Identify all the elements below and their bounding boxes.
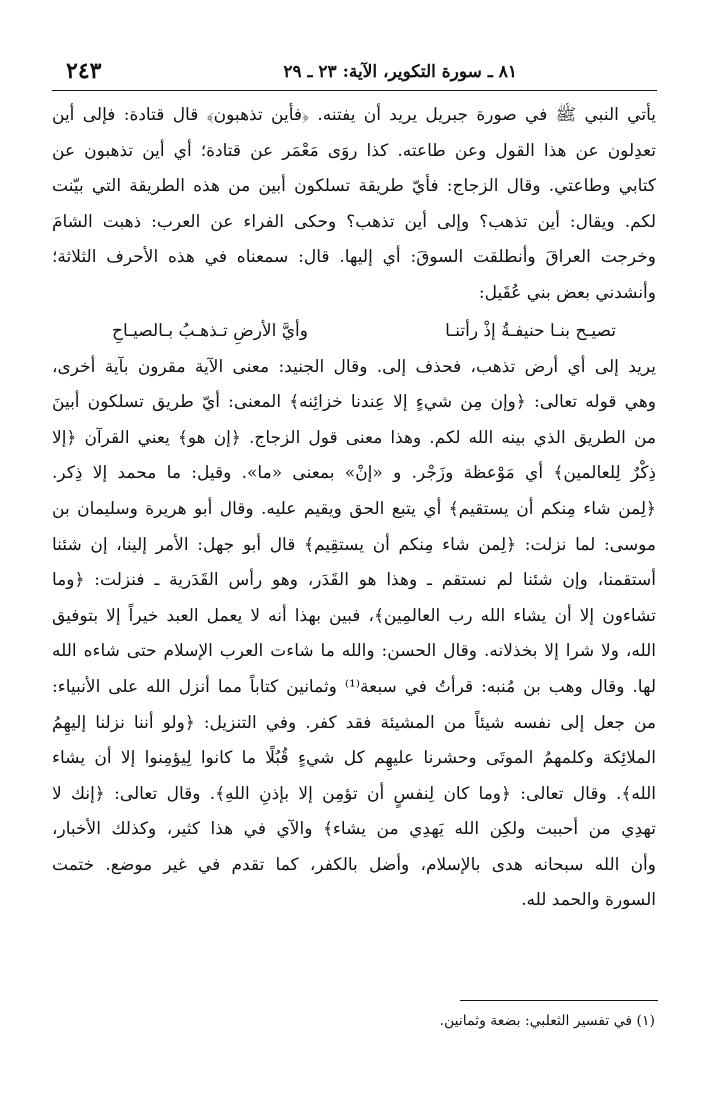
- footnote-separator: [460, 1000, 658, 1001]
- text-line: يأتي النبي ﷺ في صورة جبريل يريد أن يفتنه. ﴿فأين تذهبون﴾ قال قتادة: فإلى أين: [52, 105, 656, 125]
- text-line: الملائِكة وكلمهمُ الموتَى وحشرنا عليهِم كل شيءٍ قُبُلًا ما كانوا لِيؤمِنوا إلا أن يشاء: [52, 748, 656, 769]
- running-title: ٨١ ـ سورة التكوير، الآية: ٢٣ ـ ٢٩: [283, 62, 517, 82]
- footnote: (١) في تفسير الثعلبي: بضعة وثمانين.: [439, 1013, 655, 1029]
- text-line: موسى: لما نزلت: ﴿لِمن شاء مِنكم أن يستقِيم﴾ قال أبو جهل: الأمر إلينا، إن شئنا: [52, 534, 656, 555]
- main-text: [52, 98, 656, 919]
- text-line: ﴿لِمن شاء مِنكم أن يستقيم﴾ أي يتبع الحق ويقيم عليه. وقال أبو هريرة وسليمان بن: [52, 498, 656, 519]
- text-line: لكم. ويقال: أين تذهب؟ وإلى أين تذهب؟ وحكى الفراء عن العرب: ذهبت الشامَ: [52, 211, 656, 232]
- text-line: من الطريق الذي بينه الله لكم. وهذا معنى قول الزجاج. ﴿إن هو﴾ يعني القرآن ﴿إلا: [52, 427, 656, 448]
- text-line: لها. وقال وهب بن مُنبه: قرأتُ في سبعة⁽¹⁾ وثمانين كتاباً مما أنزل الله على الأنبياء:: [52, 676, 656, 697]
- text-line: ذِكْرٌ لِلعالمين﴾ أي مَوْعظة وزَجْر. و «إنْ» بمعنى «ما». وقيل: ما محمد إلا ذِكر.: [52, 463, 656, 484]
- text-line: وأنشدني بعض بني عُقَيل:: [478, 282, 656, 303]
- text-line: تعدِلون عن هذا القول وعن طاعته. كذا روَى مَعْمَر عن قتادة؛ أي أين تذهبون عن: [52, 140, 656, 161]
- text-line: أستقمنا، وإن شئنا لم نستقم ـ وهذا هو القَدَر، وهو رأس القَدَرية ـ فنزلت: ﴿وما: [52, 570, 656, 591]
- page-header: [52, 58, 657, 91]
- poetry-verse: [52, 312, 656, 350]
- text-line: تشاءون إلا أن يشاء الله رب العالمِين﴾، فبين بهذا أنه لا يعمل العبد خيراً إلا بتوفيق: [52, 605, 656, 626]
- text-line: يريد إلى أي أرض تذهب، فحذف إلى. وقال الجنيد: معنى الآية مقرون بآية أخرى،: [52, 356, 656, 377]
- text-line: وأن الله سبحانه هدى بالإسلام، وأضل بالكفر، كما تقدم في غير موضع. ختمت: [52, 854, 656, 875]
- text-line: وهي قوله تعالى: ﴿وإن مِن شيءٍ إلا عِندنا خزائِنه﴾ المعنى: أيّ طريق تسلكون أبينَ: [52, 392, 656, 413]
- verse-second-hemistich: وأيَّ الأرضِ تـذهـبُ بـالصيـاحِ: [112, 320, 308, 341]
- text-line: وخرجت العراقَ وأنطلقت السوقَ: أي إليها. قال: سمعناه في هذه الأحرف الثلاثة؛: [52, 247, 656, 268]
- text-line: الله، ولا شرا إلا بخذلانه. وقال الحسن: والله ما شاءت العرب الإسلام حتى شاءه الله: [52, 641, 656, 662]
- text-line: السورة والحمد لله.: [521, 890, 656, 911]
- text-line: من جعل إلى نفسه شيئاً من المشيئة فقد كفر. وفي التنزيل: ﴿ولو أننا نزلنا إليهِمُ: [52, 712, 656, 733]
- page-number: ٢٤٣: [66, 58, 102, 84]
- text-line: تهدِي من أحببت ولكِن الله يَهدِي من يشاء﴾ والآي في هذا كثير، وكذلك الأخبار،: [52, 819, 656, 840]
- text-line: الله﴾. وقال تعالى: ﴿وما كان لِنفسٍ أن تؤمِن إلا بإذنِ اللهِ﴾. وقال تعالى: ﴿إنك لا: [52, 783, 656, 804]
- text-line: كتابي وطاعتي. وقال الزجاج: فأيّ طريقة تسلكون أبين من هذه الطريقة التي بيّنت: [52, 176, 656, 197]
- verse-first-hemistich: تصيـح بنـا حنيفـةُ إذْ رأتنـا: [445, 320, 616, 341]
